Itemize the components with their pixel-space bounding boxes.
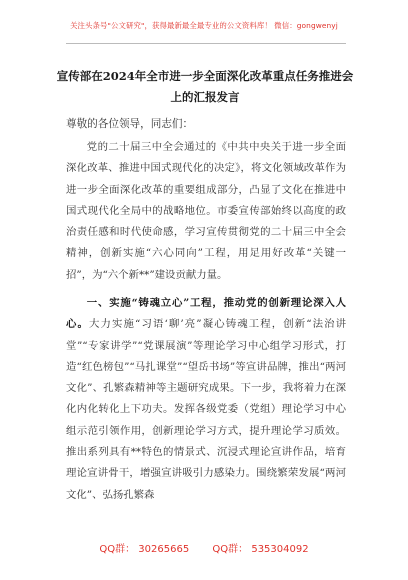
greeting: 尊敬的各位领导，同志们： <box>66 118 194 130</box>
title-line-1: 宣传部在2024年全市进一步全面深化改革重点任务推进会 <box>56 69 354 83</box>
paragraph-section-1 <box>66 293 346 506</box>
footer-contact <box>0 540 408 555</box>
qq-group-1: QQ群： 30265665 <box>99 544 190 555</box>
qq-group-2: QQ群： 535304092 <box>212 544 309 555</box>
header-divider <box>66 43 346 44</box>
section-body: 大力实施“习语‘聊’亮”凝心铸魂工程，创新“法治讲堂”“专家讲学”“党课展演”等理论学习中心组学习形式，打造“红色榜包”“马扎课堂”“望岳书场”等宣讲品牌，推出“两河文化”、孔繁森精神等主题研究成果。下一步，我将着力在深化内化转化上下功夫。发挥各级党委（党组）理论学习中心组示范引领作用，创新理论学习方式，提升理论学习质效。推出系列具有**特色的情景式、沉浸式理论宣讲作品，培育理论宣讲骨干，增强宣讲吸引力感染力。围绕繁荣发展“两河文化”、弘扬孔繁森 <box>66 318 347 501</box>
paragraph-intro: 党的二十届三中全会通过的《中共中央关于进一步全面深化改革、推进中国式现代化的决定》，将文化领域改革作为进一步全面深化改革的重要组成部分，凸显了文化在推进中国式现代化全局中的战略地位。市委宣传部始终以高度的政治责任感和时代使命感，学习宣传贯彻党的二十届三中全会精神，创新实施“六心同向”工程，用足用好改革“关键一招”，为“六个新**”建设贡献力量。 <box>66 141 346 281</box>
document-title <box>55 66 355 108</box>
section-heading: 一、实施“铸魂立心”工程，推动党的创新理论深入人心。 <box>66 297 346 331</box>
title-line-2: 上的汇报发言 <box>170 90 240 104</box>
header-banner: 关注头条号"公文研究"，获得最新最全最专业的公文资料库！ 微信：gongwenyj <box>70 21 338 30</box>
